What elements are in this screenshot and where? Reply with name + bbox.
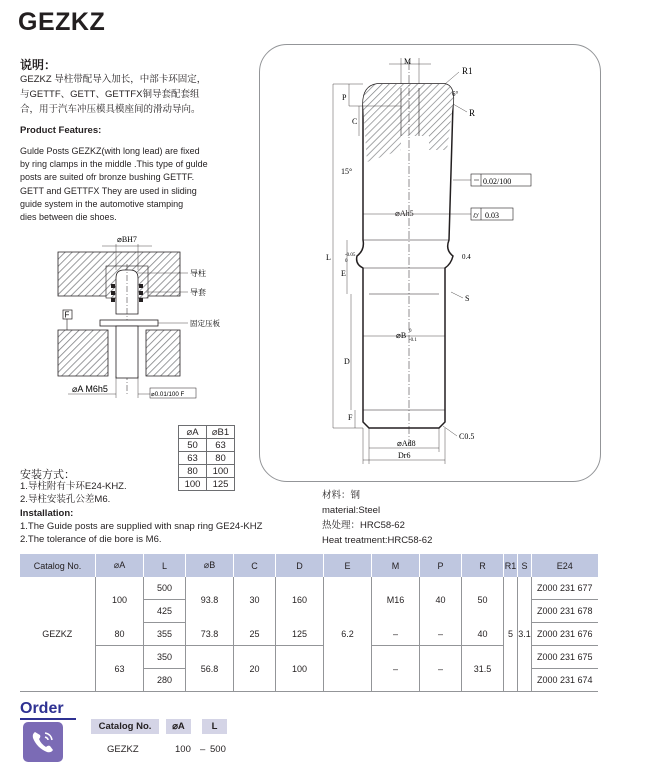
col-m: M: [372, 554, 420, 577]
cell-c: 20: [234, 646, 276, 692]
material-line: material:Steel: [322, 505, 381, 516]
label-guide-post: 导柱: [190, 269, 206, 278]
cell-b: 93.8: [186, 577, 234, 623]
dim-e-tol-low: 0: [345, 259, 348, 264]
col-p: P: [420, 554, 462, 577]
cell-r: 50: [462, 577, 504, 623]
guide-post-drawing: [259, 44, 599, 480]
catalog-cell: GEZKZ: [42, 629, 73, 639]
cell-d: 160: [276, 577, 324, 623]
dim-ad8: ⌀Ad8: [397, 439, 416, 448]
cell-d: 100: [276, 646, 324, 692]
size-cell: 50: [179, 439, 207, 452]
dim-b-tol-up: 0: [409, 329, 412, 334]
order-underline: [20, 718, 76, 720]
installation-cn-line: 2.导柱安装孔公差M6.: [20, 493, 111, 505]
col-r: R: [462, 554, 504, 577]
dim-c: C: [352, 117, 358, 126]
cell-l: 350: [144, 646, 186, 669]
dim-l: L: [326, 253, 331, 262]
material-line: Heat treatment:HRC58-62: [322, 535, 433, 546]
size-cell: 63: [179, 452, 207, 465]
col-r1: R1: [504, 554, 518, 577]
cell-d: 125: [276, 623, 324, 646]
cell-r: 31.5: [462, 646, 504, 692]
lower-die-shoe-right: [146, 330, 180, 376]
installation-en: [20, 520, 262, 546]
dim-bh7: ⌀BH7: [117, 235, 137, 244]
cell-b: 73.8: [186, 623, 234, 646]
cell-l: 280: [144, 669, 186, 692]
features-line: by ring clamps in the middle .This type of gulde: [20, 159, 208, 170]
cell-s: 3.1: [518, 577, 532, 692]
cell-c: 25: [234, 623, 276, 646]
tolerance-box: ⌀0.01/100 F: [151, 391, 185, 398]
product-features-heading: Product Features:: [20, 125, 102, 136]
size-cell: 125: [207, 478, 235, 491]
col-c: C: [234, 554, 276, 577]
dim-ah5: ⌀Ah5: [395, 209, 414, 218]
installation-heading: Installation:: [20, 508, 74, 519]
clamp-plate: [100, 320, 158, 326]
phone-icon: [23, 722, 63, 762]
cell-r: 40: [462, 623, 504, 646]
cell-l: 355: [144, 623, 186, 646]
material-line: 材料：钢: [322, 490, 361, 501]
size-cell: 80: [207, 452, 235, 465]
cell-e24: Z000 231 675: [532, 646, 598, 669]
cell-b: 56.8: [186, 646, 234, 692]
col-s: S: [518, 554, 532, 577]
installation-line: 2.The tolerance of die bore is M6.: [20, 534, 162, 545]
dim-c05: C0.5: [459, 432, 475, 441]
label-bushing: 导套: [190, 288, 206, 297]
dim-d: D: [344, 357, 350, 366]
cell-e24: Z000 231 678: [532, 600, 598, 623]
tolerance-cylindricity: 0.03: [485, 211, 499, 220]
dim-dr6: Dr6: [398, 451, 411, 460]
cell-a: 80: [96, 623, 144, 646]
col-e24: E24: [532, 554, 598, 577]
size-cell: 80: [179, 465, 207, 478]
order-a-value: 100: [175, 744, 191, 755]
cylindricity-icon: ⌭: [473, 211, 479, 220]
order-header-catalog: Catalog No.: [91, 719, 159, 734]
installation-cn: [20, 481, 127, 506]
col-d: D: [276, 554, 324, 577]
material-line: 热处理：HRC58-62: [322, 520, 405, 531]
dim-angle-6: 6°: [452, 90, 459, 98]
dim-am6h5: ⌀A M6h5: [72, 384, 108, 394]
assembly-section-figure: [20, 226, 220, 406]
cell-e24: Z000 231 676: [532, 623, 598, 646]
size-table-header: ⌀B1: [207, 426, 235, 439]
dim-e: E: [341, 269, 346, 278]
installation-line: 1.The Guide posts are supplied with snap ring GE24-KHZ: [20, 521, 263, 532]
col-catalog: Catalog No.: [20, 554, 96, 577]
cell-a: 63: [96, 646, 144, 692]
page-title: GEZKZ: [18, 8, 106, 36]
cell-r1: 5: [504, 577, 518, 692]
col-l: L: [144, 554, 186, 577]
datum-f-label: F: [64, 310, 70, 320]
order-header-a: ⌀A: [166, 719, 191, 734]
cell-p: –: [420, 646, 462, 692]
order-l-value: 500: [210, 744, 226, 755]
order-heading: Order: [20, 700, 64, 717]
size-cell: 100: [179, 478, 207, 491]
dim-p: P: [342, 93, 347, 102]
order-dash: –: [200, 744, 206, 755]
cell-m: M16: [372, 577, 420, 623]
features-line: dies between die shoes.: [20, 212, 117, 223]
features-line: Gulde Posts GEZKZ(with long lead) are fixed: [20, 146, 200, 156]
dim-r: R: [469, 108, 476, 118]
col-e: E: [324, 554, 372, 577]
cell-l: 425: [144, 600, 186, 623]
size-table: [178, 425, 235, 491]
size-table-header: ⌀A: [179, 426, 207, 439]
dim-s: S: [465, 294, 470, 303]
lower-die-shoe-left: [58, 330, 108, 376]
cell-e24: Z000 231 674: [532, 669, 598, 692]
cell-a: 100: [96, 577, 144, 623]
spec-table: [19, 554, 598, 692]
cell-c: 30: [234, 577, 276, 623]
description-cn: [20, 72, 252, 117]
col-a: ⌀A: [96, 554, 144, 577]
order-catalog-value: GEZKZ: [107, 744, 139, 755]
dim-b: ⌀B: [396, 331, 407, 340]
cell-m: –: [372, 623, 420, 646]
dim-b-tol-low: -0.1: [409, 338, 417, 343]
guide-post-lower: [116, 326, 138, 378]
description-cn-heading: 说明：: [20, 58, 57, 72]
cell-e: 6.2: [324, 577, 372, 692]
col-b: ⌀B: [186, 554, 234, 577]
features-line: posts are suited ofr bronze bushing GETTF.: [20, 172, 195, 183]
tolerance-straightness: 0.02/100: [483, 177, 512, 186]
order-header-l: L: [202, 719, 227, 734]
label-clamp-plate: 固定压板: [190, 319, 220, 328]
size-cell: 63: [207, 439, 235, 452]
product-features-text: [20, 145, 220, 224]
dim-r1: R1: [462, 66, 473, 76]
description-cn-line: 与GETTF、GETT、GETTFX铜导套配套组: [20, 89, 200, 100]
installation-cn-line: 1.导柱附有卡环E24-KHZ.: [20, 481, 127, 492]
cell-l: 500: [144, 577, 186, 600]
installation-cn-heading: 安装方式：: [20, 469, 75, 481]
dim-e-tol-up: -0.05: [345, 253, 356, 258]
dim-f: F: [348, 413, 353, 422]
cell-m: –: [372, 646, 420, 692]
features-line: GETT and GETTFX They are used in sliding: [20, 185, 197, 196]
dim-m: M: [404, 57, 412, 66]
material-info: [322, 488, 432, 548]
features-line: guide system in the automotive stamping: [20, 198, 184, 209]
cell-e24: Z000 231 677: [532, 577, 598, 600]
description-cn-line: GEZKZ 导柱带配导入加长，中部卡环固定，: [20, 74, 207, 85]
size-cell: 100: [207, 465, 235, 478]
dim-15-deg: 15°: [341, 167, 353, 176]
description-cn-line: 合，用于汽车冲压模具模座间的滑动导向。: [20, 104, 201, 115]
cell-p: –: [420, 623, 462, 646]
cell-p: 40: [420, 577, 462, 623]
dim-r04: 0.4: [462, 253, 471, 261]
